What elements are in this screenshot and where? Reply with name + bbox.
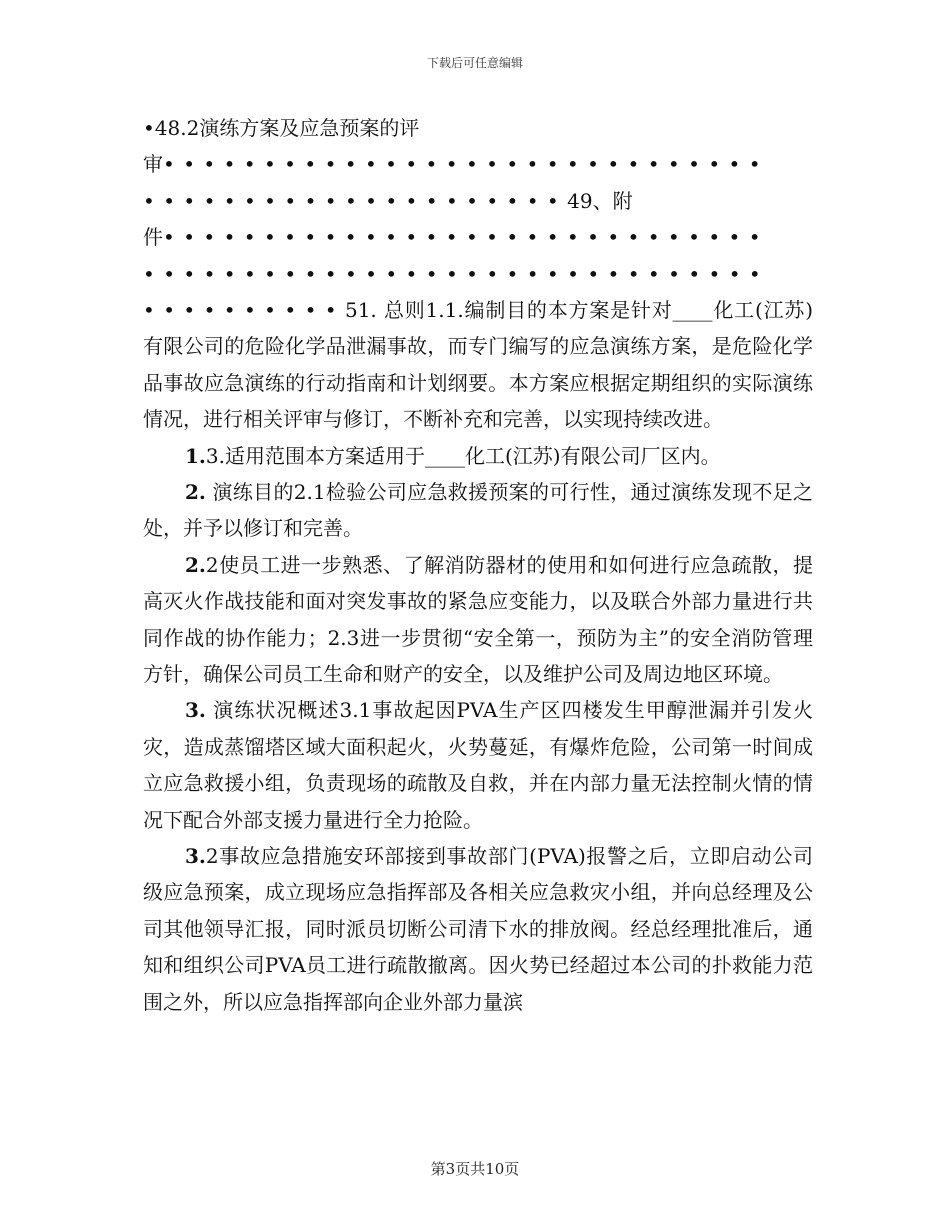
paragraph-text: 51. 总则1.1.编制目的本方案是针对____化工(江苏)有限公司的危险化学品泄漏事故，而专门编写的应急演练方案，是危险化学品事故应急演练的行动指南和计划纲要。本方案应根据定期组织的实际演练情况，进行相关评审与修订，不断补充和完善，以实现持续改进。 <box>143 297 813 432</box>
paragraph-scope <box>143 438 813 474</box>
toc-line-4 <box>143 219 813 255</box>
section-number: 3. <box>185 844 206 869</box>
paragraph-employee-training <box>143 547 813 693</box>
section-number: 1. <box>185 443 206 468</box>
section-number: 2. <box>185 479 206 504</box>
paragraph-drill-purpose <box>143 474 813 547</box>
paragraph-text: 3.适用范围本方案适用于____化工(江苏)有限公司厂区内。 <box>205 443 721 468</box>
paragraph-text: 演练状况概述3.1事故起因PVA生产区四楼发生甲醇泄漏并引发火灾，造成蒸馏塔区域大面积起火，火势蔓延，有爆炸危险，公司第一时间成立应急救援小组，负责现场的疏散及自救，并在内部力量无法控制火情的情况下配合外部支援力量进行全力抢险。 <box>143 698 813 832</box>
toc-entry-text: 49、附 <box>567 188 633 213</box>
toc-leader-dots: •••••••••• <box>143 297 345 322</box>
toc-line-5 <box>143 256 813 292</box>
toc-leader-dots: ••••••••••••••••••••••••••••••• <box>143 261 770 286</box>
toc-line-3 <box>143 183 813 219</box>
toc-lead-text: 件 <box>143 225 163 250</box>
paragraph-emergency-measures <box>143 838 813 1020</box>
toc-lead-text: 审 <box>143 152 163 177</box>
toc-line-1: •48.2演练方案及应急预案的评 <box>143 116 420 140</box>
paragraph-general <box>143 292 813 438</box>
paragraph-text: 2事故应急措施安环部接到事故部门(PVA)报警之后，立即启动公司级应急预案，成立现场应急指挥部及各相关应急救灾小组，并向总经理及公司其他领导汇报，同时派员切断公司清下水的排放阀。经总经理批准后，通知和组织公司PVA员工进行疏散撤离。因火势已经超过本公司的扑救能力范围之外，所以应急指挥部向企业外部力量滨 <box>143 844 813 1014</box>
page-footer: 第3页共10页 <box>430 1160 520 1178</box>
paragraph-text: 2使员工进一步熟悉、了解消防器材的使用和如何进行应急疏散，提高灭火作战技能和面对突发事故的紧急应变能力，以及联合外部力量进行共同作战的协作能力；2.3进一步贯彻“安全第一，预防为主”的安全消防管理方针，确保公司员工生命和财产的安全，以及维护公司及周边地区环境。 <box>143 552 813 687</box>
toc-leader-dots: •••••••••••••••••••••••••••••• <box>163 225 769 250</box>
paragraph-text: 演练目的2.1检验公司应急救援预案的可行性，通过演练发现不足之处，并予以修订和完善。 <box>143 479 813 541</box>
document-body <box>143 110 813 1020</box>
toc-leader-dots: ••••••••••••••••••••• <box>143 188 568 213</box>
paragraph-drill-overview <box>143 692 813 838</box>
toc-leader-dots: •••••••••••••••••••••••••••••• <box>163 152 769 177</box>
page-header: 下载后可任意编辑 <box>426 56 523 70</box>
section-number: 2. <box>185 552 206 577</box>
section-number: 3. <box>185 698 206 723</box>
toc-line-2 <box>143 146 813 182</box>
